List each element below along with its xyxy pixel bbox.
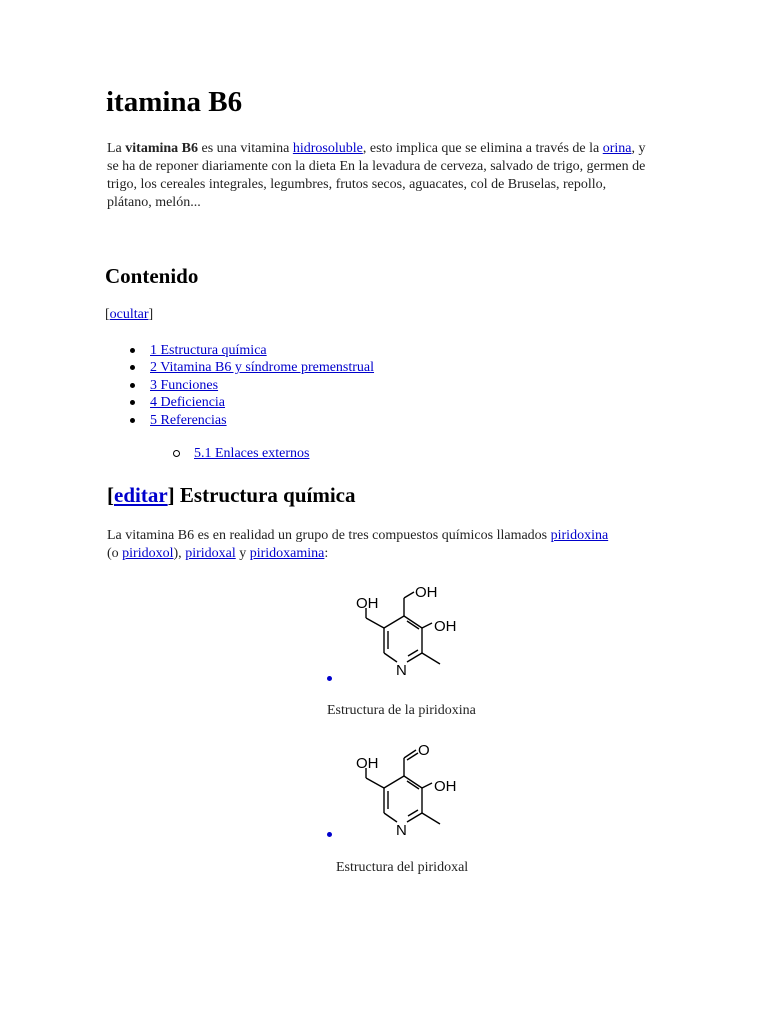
toc-toggle: [ocultar] — [105, 307, 154, 322]
figure-bullet-icon — [327, 832, 332, 837]
nitrogen-label: N — [396, 662, 407, 679]
figure-bullet-icon — [327, 676, 332, 681]
link-piridoxal[interactable]: piridoxal — [185, 546, 236, 561]
toc-link-sindrome[interactable]: 2 Vitamina B6 y síndrome premenstrual — [150, 360, 375, 376]
pyridoxal-structure-image — [340, 738, 460, 842]
figure-caption: Estructura del piridoxal — [336, 860, 469, 875]
toc-hide-link[interactable]: ocultar — [109, 307, 149, 322]
toc-item — [130, 394, 374, 411]
link-orina[interactable]: orina — [602, 141, 632, 156]
section-paragraph: La vitamina B6 es en realidad un grupo de tres compuestos químicos llamados piridoxina (o piridoxol), piridoxal y piridoxamina: — [107, 528, 609, 561]
toc-link-deficiencia[interactable]: 4 Deficiencia — [150, 395, 226, 411]
figure-piridoxina — [340, 578, 460, 682]
oxygen-label: O — [418, 742, 430, 759]
intro-bold-term: vitamina B6 — [125, 141, 198, 156]
figure-piridoxal — [340, 738, 460, 842]
toc-link-referencias[interactable]: 5 Referencias — [150, 412, 227, 428]
toc-item — [130, 342, 374, 359]
oh-left-label: OH — [356, 595, 379, 612]
toc-item — [130, 359, 374, 376]
intro-paragraph: La vitamina B6 es una vitamina hidrosoluble, esto implica que se elimina a través de la orina, y se ha de reponer diariamente con la dieta En la levadura de cerveza, salvado de trigo, germen de trigo, los cereales integrales, legumbres, frutos secos, aguacates, col de Bruselas, repollo, plátano, melón... — [107, 141, 646, 210]
section-heading: [editar] Estructura química — [107, 483, 356, 507]
toc-item — [130, 377, 374, 394]
circle-bullet-icon — [173, 450, 180, 457]
edit-section-link[interactable]: editar — [114, 483, 168, 507]
link-piridoxamina[interactable]: piridoxamina — [249, 546, 325, 561]
oh-right-label: OH — [434, 618, 457, 635]
toc-link-funciones[interactable]: 3 Funciones — [150, 377, 219, 393]
toc-item — [130, 412, 374, 429]
link-piridoxol[interactable]: piridoxol — [122, 546, 174, 561]
toc-list — [130, 342, 374, 429]
oh-left-label: OH — [356, 755, 379, 772]
link-hidrosoluble[interactable]: hidrosoluble — [292, 141, 363, 156]
oh-right-label: OH — [434, 778, 457, 795]
nitrogen-label: N — [396, 822, 407, 839]
toc-heading: Contenido — [105, 264, 199, 288]
figure-caption: Estructura de la piridoxina — [327, 703, 476, 718]
page-title: itamina B6 — [106, 86, 243, 118]
oh-top-label: OH — [415, 584, 438, 601]
toc-link-enlaces[interactable]: 5.1 Enlaces externos — [194, 446, 310, 461]
link-piridoxina[interactable]: piridoxina — [550, 528, 609, 543]
toc-link-estructura[interactable]: 1 Estructura química — [150, 343, 267, 358]
pyridoxine-structure-image — [340, 578, 460, 682]
toc-subitem — [173, 446, 309, 462]
